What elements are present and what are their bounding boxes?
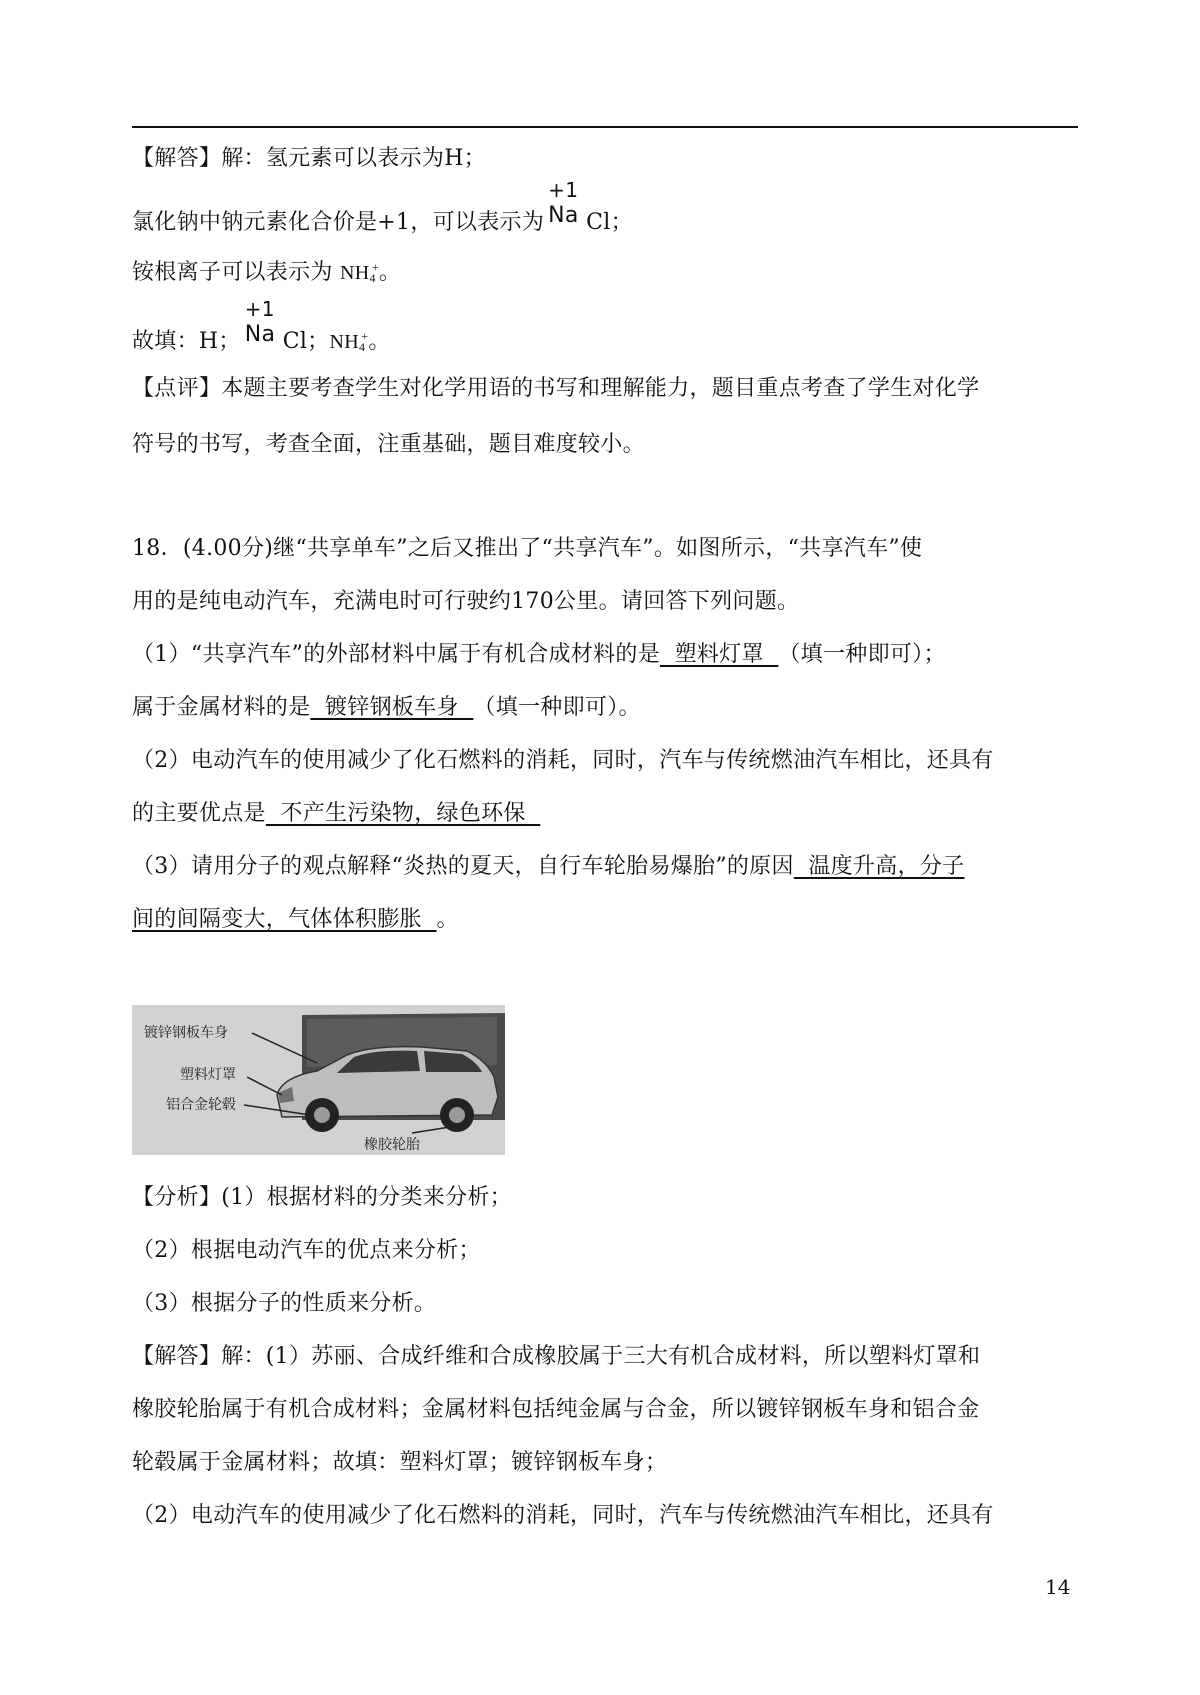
ammonium-subscript-2: 4 [358, 340, 366, 354]
label-lamp: 塑料灯罩 [180, 1067, 236, 1083]
ammonium-formula-2 [329, 331, 368, 353]
answer-prev-line-4-mid: Cl； [282, 329, 330, 354]
car-materials-figure [132, 1005, 505, 1155]
oxidation-element: Na [548, 203, 579, 228]
part-2-answer-blank: 不产生污染物，绿色环保 [265, 801, 541, 826]
analysis-line-2: （2）根据电动汽车的优点来分析； [132, 1238, 481, 1263]
answer-18-line-4: （2）电动汽车的使用减少了化石燃料的消耗，同时，汽车与传统燃油汽车相比，还具有 [132, 1503, 994, 1528]
answer-prev-line-2 [132, 178, 633, 238]
part-1-answer-blank: 塑料灯罩 [660, 642, 779, 667]
answer-prev-line-1: 【解答】解：氢元素可以表示为H； [132, 146, 486, 171]
answer-18-line-3: 轮毂属于金属材料；故填：塑料灯罩；镀锌钢板车身； [132, 1450, 668, 1475]
ammonium-superscript-2: + [361, 329, 369, 343]
answer-prev-line-3-text: 铵根离子可以表示为 [132, 260, 340, 285]
oxidation-state-symbol [544, 178, 586, 229]
oxidation-charge-2: +1 [244, 297, 275, 321]
part-3-text: （3）请用分子的观点解释“炎热的夏天，自行车轮胎易爆胎”的原因 [132, 854, 794, 879]
label-body: 镀锌钢板车身 [144, 1025, 228, 1041]
question-18-part-3-line-2 [132, 905, 459, 935]
label-wheel: 铝合金轮毂 [166, 1097, 236, 1113]
ammonium-formula [340, 262, 379, 284]
answer-prev-line-4 [132, 297, 391, 362]
answer-18-line-2: 橡胶轮胎属于有机合成材料；金属材料包括纯金属与合金，所以镀锌钢板车身和铝合金 [132, 1397, 980, 1422]
question-18-part-3-line-1 [132, 852, 964, 882]
question-18-stem-2: 用的是纯电动汽车，充满电时可行驶约170公里。请回答下列问题。 [132, 589, 800, 614]
part-3-tail: 。 [436, 907, 459, 932]
oxidation-state-symbol-2 [241, 297, 283, 348]
question-18-part-1 [132, 640, 946, 670]
answer-prev-line-3-tail: 。 [378, 260, 402, 285]
answer-prev-line-2-text: 氯化钠中钠元素化合价是+1，可以表示为 [132, 210, 545, 235]
part-1b-answer-blank: 镀锌钢板车身 [310, 695, 474, 720]
answer-18-line-1: 【解答】解：(1）苏丽、合成纤维和合成橡胶属于三大有机合成材料，所以塑料灯罩和 [132, 1344, 981, 1369]
ammonium-subscript: 4 [369, 271, 376, 285]
part-3-answer-blank-1: 温度升高，分子 [793, 854, 965, 879]
part-1-text: （1）“共享汽车”的外部材料中属于有机合成材料的是 [132, 642, 660, 667]
header-rule [132, 126, 1078, 128]
analysis-line-3: （3）根据分子的性质来分析。 [132, 1291, 437, 1316]
analysis-line-1: 【分析】(1）根据材料的分类来分析； [132, 1185, 512, 1210]
question-18-part-2-line-2 [132, 799, 540, 829]
question-18-stem-1: 18．(4.00分)继“共享单车”之后又推出了“共享汽车”。如图所示，“共享汽车”使 [132, 536, 923, 561]
part-1b-tail: （填一种即可）。 [473, 695, 641, 720]
answer-prev-line-3 [132, 252, 401, 293]
page-number: 14 [1045, 1575, 1071, 1599]
ammonium-base: NH [340, 262, 370, 284]
comment-line-1: 【点评】本题主要考查学生对化学用语的书写和理解能力，题目重点考查了学生对化学 [132, 376, 980, 401]
oxidation-charge: +1 [548, 178, 579, 202]
question-18-part-2-line-1: （2）电动汽车的使用减少了化石燃料的消耗，同时，汽车与传统燃油汽车相比，还具有 [132, 748, 994, 773]
ammonium-base-2: NH [329, 331, 359, 353]
oxidation-element-2: Na [244, 322, 276, 347]
part-1-tail: （填一种即可）； [778, 642, 946, 667]
part-3-answer-blank-2: 间的间隔变大，气体体积膨胀 [132, 907, 437, 932]
label-tire: 橡胶轮胎 [364, 1137, 420, 1153]
question-18-part-1b [132, 693, 641, 723]
answer-prev-line-4-text: 故填：H； [132, 329, 241, 354]
car-illustration [132, 1005, 505, 1155]
part-1b-text: 属于金属材料的是 [132, 695, 311, 720]
ammonium-superscript: + [371, 260, 379, 274]
answer-prev-line-2-tail: Cl； [586, 210, 633, 235]
answer-prev-line-4-tail: 。 [368, 329, 391, 354]
comment-line-2: 符号的书写，考查全面，注重基础，题目难度较小。 [132, 432, 645, 457]
part-2-text: 的主要优点是 [132, 801, 266, 826]
